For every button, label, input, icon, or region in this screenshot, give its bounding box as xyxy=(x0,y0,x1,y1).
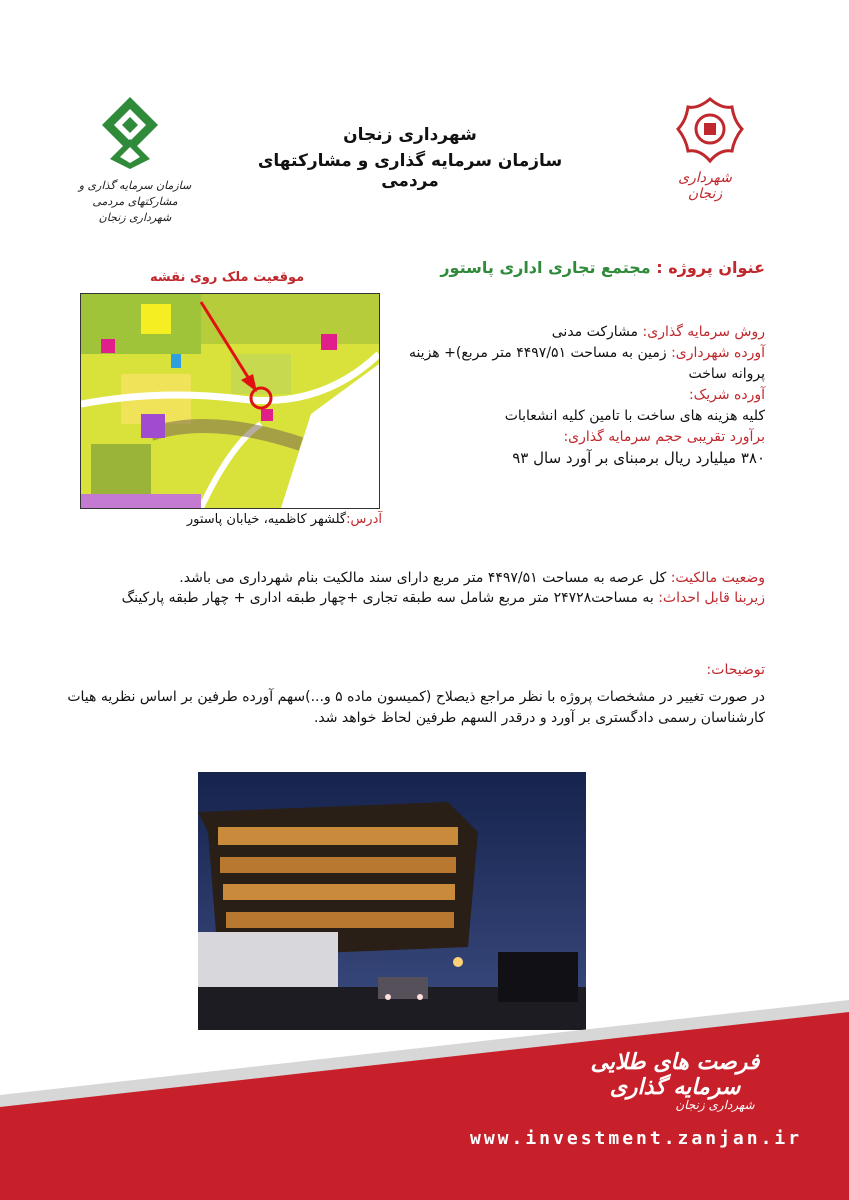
method-row xyxy=(385,322,765,343)
location-map xyxy=(80,293,380,509)
project-title xyxy=(440,258,765,277)
header-line1: شهرداری زنجان xyxy=(343,125,477,145)
notes-section xyxy=(45,660,765,729)
location-map-image xyxy=(81,294,379,508)
header-line2: سازمان سرمایه گذاری و مشارکتهای مردمی xyxy=(257,151,563,191)
notes-label: توضیحات: xyxy=(706,662,765,678)
method-value: مشارکت مدنی xyxy=(551,324,643,340)
buildable-row xyxy=(45,588,765,608)
organization-logo-line2: شهرداری زنجان xyxy=(98,211,172,224)
ownership-label: وضعیت مالکیت: xyxy=(670,570,765,586)
municipal-row xyxy=(385,343,765,385)
municipal-label: آورده شهرداری: xyxy=(671,345,765,361)
estimate-value: ۳۸۰ میلیارد ریال برمبنای بر آورد سال ۹۳ xyxy=(512,449,765,467)
buildable-label: زیربنا قابل احداث: xyxy=(658,590,765,606)
ownership-value: کل عرصه به مساحت ۴۴۹۷/۵۱ متر مربع دارای سند مالکیت بنام شهرداری می باشد. xyxy=(179,570,671,586)
organization-logo xyxy=(100,95,160,170)
partner-value: کلیه هزینه های ساخت با تامین کلیه انشعابات xyxy=(504,408,765,424)
footer-slogan: فرصت های طلایی سرمایه گذاری xyxy=(590,1050,760,1100)
notes-text: در صورت تغییر در مشخصات پروژه با نظر مراجع ذیصلاح (کمیسون ماده ۵ و...)سهم آورده طرفین بر اساس نظریه هیات کارشناسان رسمی دادگستری بر آورد و درقدر السهم طرفین لحاظ خواهد شد. xyxy=(67,689,765,726)
municipality-logo-text: شهرداری زنجان xyxy=(678,170,732,202)
footer-slogan-sub: شهرداری زنجان xyxy=(675,1098,755,1112)
ownership-row xyxy=(45,568,765,588)
address xyxy=(124,512,382,527)
page-header xyxy=(250,125,570,191)
investment-info xyxy=(385,322,765,469)
method-label: روش سرمایه گذاری: xyxy=(642,324,765,340)
project-title-value: مجتمع تجاری اداری پاستور xyxy=(440,258,651,277)
project-title-label: عنوان پروژه : xyxy=(650,258,765,277)
partner-label: آورده شریک: xyxy=(688,387,765,403)
municipal-value: زمین به مساحت ۴۴۹۷/۵۱ متر مربع)+ هزینه پروانه ساخت xyxy=(408,345,765,382)
municipality-logo xyxy=(670,95,750,170)
address-value: گلشهر کاظمیه، خیابان پاستور xyxy=(186,512,347,527)
organization-logo-line1: سازمان سرمایه گذاری و مشارکتهای مردمی xyxy=(78,179,192,208)
map-caption: موقعیت ملک روی نقشه xyxy=(150,270,305,285)
buildable-value: به مساحت۲۴۷۲۸ متر مربع شامل سه طبقه تجاری +چهار طبقه اداری + چهار طبقه پارکینگ xyxy=(121,590,659,606)
ownership-section xyxy=(45,568,765,608)
estimate-label: برآورد تقریبی حجم سرمایه گذاری: xyxy=(563,429,765,445)
address-label: آدرس: xyxy=(346,512,382,527)
website-url[interactable]: www.investment.zanjan.ir xyxy=(470,1128,803,1149)
organization-logo-text xyxy=(60,178,210,226)
